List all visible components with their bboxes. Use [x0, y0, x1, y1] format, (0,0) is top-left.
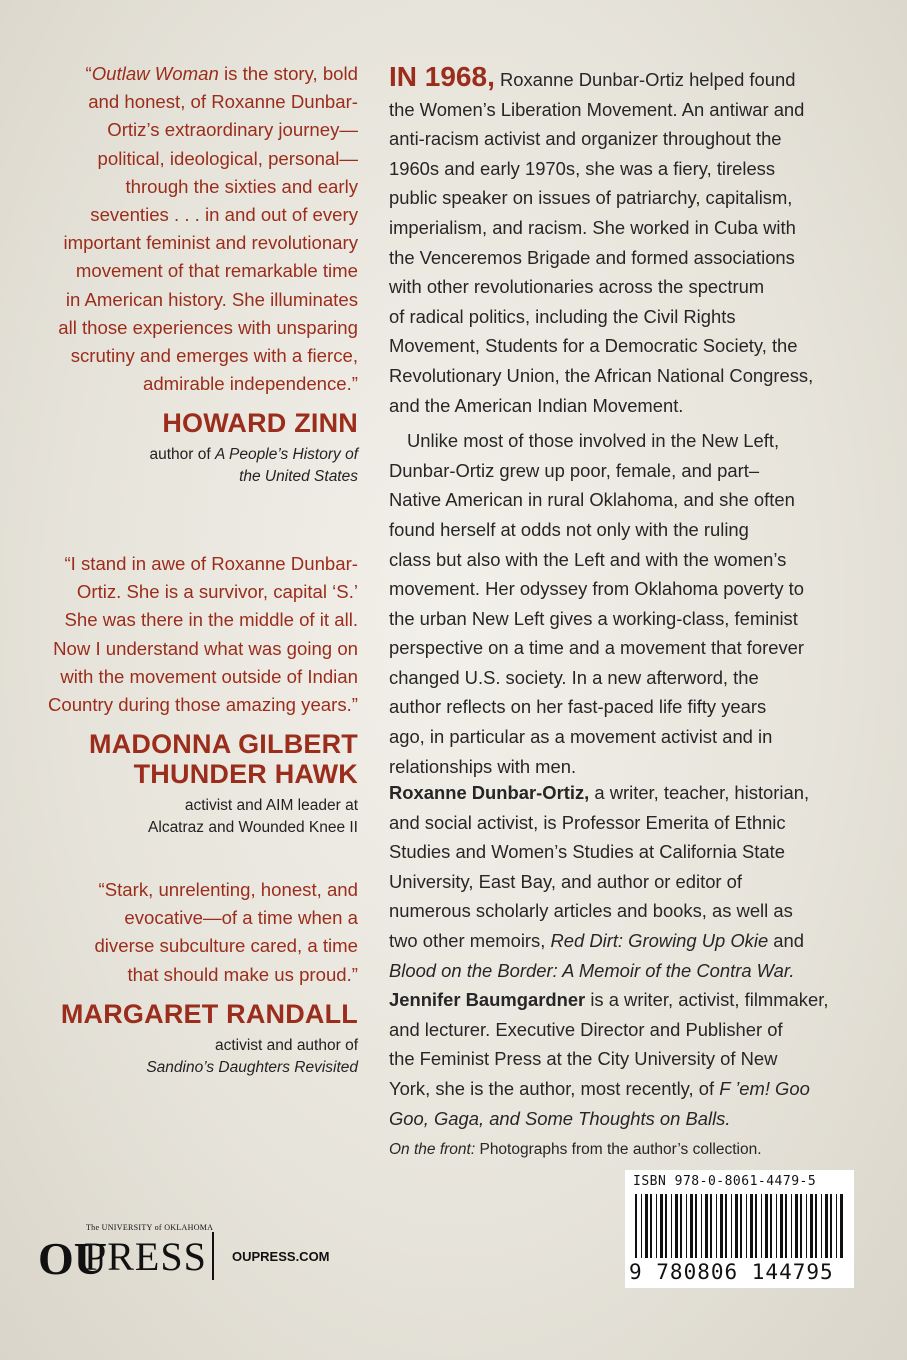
barcode-bar	[755, 1194, 757, 1258]
author-name: Roxanne Dunbar-Ortiz,	[389, 782, 590, 803]
barcode-bar	[710, 1194, 712, 1258]
barcode-bar	[645, 1194, 648, 1258]
barcode-bar	[785, 1194, 787, 1258]
barcode-bar	[810, 1194, 813, 1258]
barcode-bar	[791, 1194, 792, 1258]
endorser-description: activist and AIM leader at Alcatraz and Wounded Knee II	[148, 797, 358, 837]
intro-bio: Jennifer Baumgardner is a writer, activist, filmmaker, and lecturer. Executive Director and Publisher of the Feminist Press at the City University of New York, she is the author, most recently, of F ’em! Goo Goo, Gaga, and Some Thoughts on Balls.	[389, 989, 829, 1129]
publisher-press: PRESS	[84, 1234, 207, 1279]
barcode-bar	[795, 1194, 798, 1258]
intro-name: Jennifer Baumgardner	[389, 989, 586, 1011]
barcode-bar	[641, 1194, 642, 1258]
barcode-bar	[686, 1194, 687, 1258]
barcode-bar	[770, 1194, 772, 1258]
barcode-bar	[750, 1194, 753, 1258]
barcode-bar	[746, 1194, 747, 1258]
endorser-name: MADONNA GILBERT THUNDER HAWK	[89, 729, 358, 790]
endorser-name: HOWARD ZINN	[162, 408, 358, 439]
barcode-bar	[690, 1194, 693, 1258]
endorsement-quote: “Stark, unrelenting, honest, and evocative—of a time when a diverse subculture cared, a time that should make us proud.”	[94, 879, 358, 985]
barcode-bar	[765, 1194, 768, 1258]
barcode-bar	[675, 1194, 678, 1258]
barcode-bar	[701, 1194, 702, 1258]
endorsement-1	[40, 60, 358, 488]
endorser-name: MARGARET RANDALL	[60, 998, 358, 1029]
bios	[389, 778, 849, 1161]
barcode-bar	[780, 1194, 783, 1258]
author-bio: Roxanne Dunbar-Ortiz, a writer, teacher, historian, and social activist, is Professor Emerita of Ethnic Studies and Women’s Studies at California State University, East Bay, and author or editor of numerous scholarly articles and books, as well as two other memoirs, Red Dirt: Growing Up Okie and Blood on the Border: A Memoir of the Contra War.	[389, 782, 810, 981]
barcode-bar	[836, 1194, 837, 1258]
barcode-bar	[695, 1194, 697, 1258]
publisher-university: The UNIVERSITY of OKLAHOMA	[86, 1223, 214, 1232]
barcode-bar	[735, 1194, 738, 1258]
endorsement-quote: “Outlaw Woman is the story, bold and honest, of Roxanne Dunbar- Ortiz’s extraordinary journey— political, ideological, personal— through the sixties and early seventies . . . in and out of every important feminist and revolutionary movement of that remarkable time in American history. She illuminates all those experiences with unsparing scrutiny and emerges with a fierce, admirable independence.”	[58, 63, 358, 395]
barcode-bar	[731, 1194, 732, 1258]
barcode-bar	[660, 1194, 663, 1258]
barcode-bar	[806, 1194, 807, 1258]
barcode-bar	[815, 1194, 817, 1258]
barcode-bar	[776, 1194, 777, 1258]
barcode-bar	[821, 1194, 822, 1258]
barcode-bar	[656, 1194, 657, 1258]
barcode-bar	[635, 1194, 637, 1258]
endorser-description: activist and author of Sandino’s Daughters Revisited	[146, 1036, 358, 1076]
barcode-bar	[671, 1194, 672, 1258]
book-description	[389, 62, 849, 781]
description-para-1: IN 1968, Roxanne Dunbar-Ortiz helped found the Women’s Liberation Movement. An antiwar and anti-racism activist and organizer throughout the 1960s and early 1970s, she was a fiery, tireless public speaker on issues of patriarchy, capitalism, imperialism, and racism. She worked in Cuba with the Venceremos Brigade and formed associations with other revolutionaries across the spectrum of radical politics, including the Civil Rights Movement, Students for a Democratic Society, the Revolutionary Union, the African National Congress, and the American Indian Movement.	[389, 61, 814, 416]
ean-digits: 9 780806 144795	[629, 1260, 834, 1284]
barcode-bar	[830, 1194, 832, 1258]
barcode-bar	[825, 1194, 828, 1258]
barcode-bar	[720, 1194, 723, 1258]
barcode-bar	[650, 1194, 652, 1258]
lead-in: IN 1968,	[389, 61, 495, 92]
publisher-website: OUPRESS.COM	[232, 1249, 330, 1264]
barcode-bar	[705, 1194, 708, 1258]
barcode-bar	[761, 1194, 762, 1258]
isbn-barcode	[625, 1170, 854, 1288]
barcode-bar	[725, 1194, 727, 1258]
barcode-bar	[800, 1194, 802, 1258]
endorser-description: author of A People’s History of the United States	[149, 446, 358, 486]
isbn-number: ISBN 978-0-8061-4479-5	[633, 1174, 817, 1189]
publisher-divider	[212, 1232, 214, 1280]
endorsement-quote: “I stand in awe of Roxanne Dunbar- Ortiz. She is a survivor, capital ‘S.’ She was there in the middle of it all. Now I understand what was going on with the movement outside of Indian Country during those amazing years.”	[47, 553, 358, 716]
endorsement-2	[40, 550, 358, 839]
barcode-bar	[740, 1194, 742, 1258]
barcode-bar	[665, 1194, 667, 1258]
barcode-bar	[680, 1194, 682, 1258]
svg-text:OU: OU	[38, 1233, 107, 1284]
endorsement-3	[40, 876, 358, 1079]
barcode-bar	[840, 1194, 843, 1258]
barcode-bar	[716, 1194, 717, 1258]
cover-credit: On the front: Photographs from the author’s collection.	[389, 1141, 762, 1159]
description-para-2: Unlike most of those involved in the New Left, Dunbar-Ortiz grew up poor, female, and part– Native American in rural Oklahoma, and she often found herself at odds not only with the ruling class but also with the Left and with the women’s movement. Her odyssey from Oklahoma poverty to the urban New Left gives a working-class, feminist perspective on a time and a movement that forever changed U.S. society. In a new afterword, the author reflects on her fast-paced life fifty years ago, in particular as a movement activist and in relationships with men.	[389, 430, 805, 777]
